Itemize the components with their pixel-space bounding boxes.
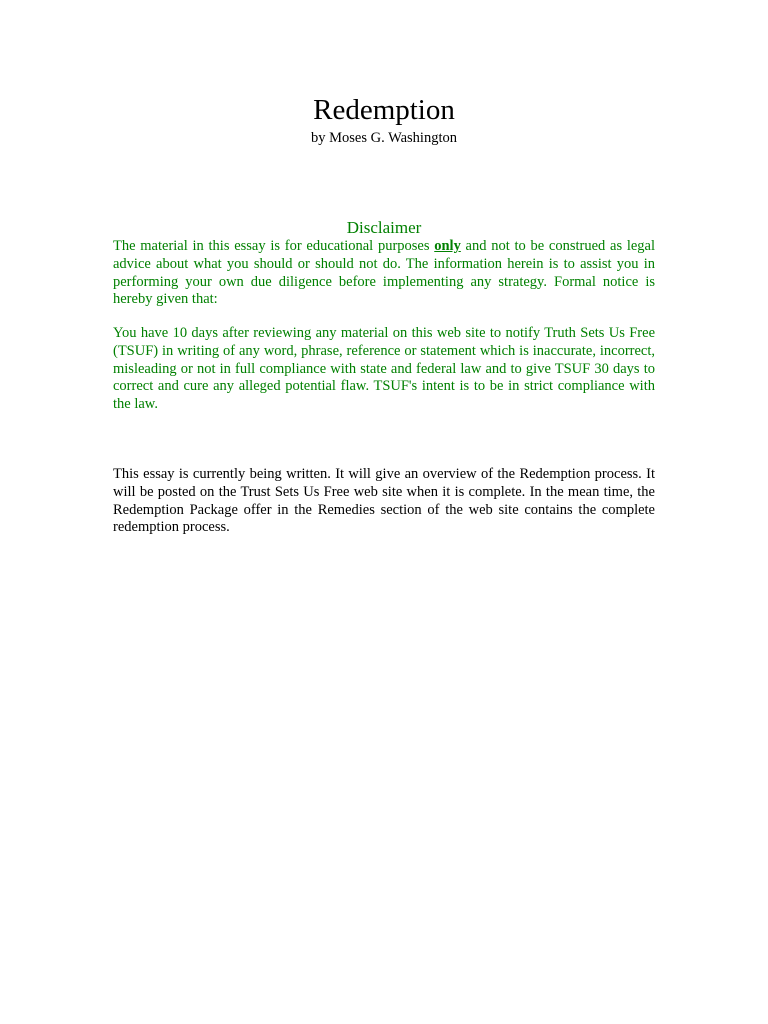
disclaimer-emphasis-only: only: [434, 238, 461, 254]
disclaimer-p1-text-after: and not to be construed as legal advice about what you should or should not do. The information herein is to assist you in performing your own due diligence before implementing any strategy. Formal notice is hereby given that:: [113, 238, 656, 308]
disclaimer-paragraph-2: You have 10 days after reviewing any material on this web site to notify Truth Sets Us Free (TSUF) in writing of any word, phrase, reference or statement which is inaccurate, incorrect, misleading or not in full compliance with state and federal law and to give TSUF 30 days to correct and cure any alleged potential flaw. TSUF's intent is to be in strict compliance with the law.: [113, 325, 655, 413]
disclaimer-paragraph-1: [113, 238, 655, 309]
essay-status-paragraph: This essay is currently being written. It will give an overview of the Redemption process. It will be posted on the Trust Sets Us Free web site when it is complete. In the mean time, the Redemption Package offer in the Remedies section of the web site contains the complete redemption process.: [113, 466, 655, 536]
document-title: Redemption: [313, 94, 455, 126]
disclaimer-heading: Disclaimer: [346, 218, 422, 237]
disclaimer-p1-text-before: The material in this essay is for educational purposes: [113, 238, 435, 254]
document-byline: by Moses G. Washington: [311, 130, 457, 146]
